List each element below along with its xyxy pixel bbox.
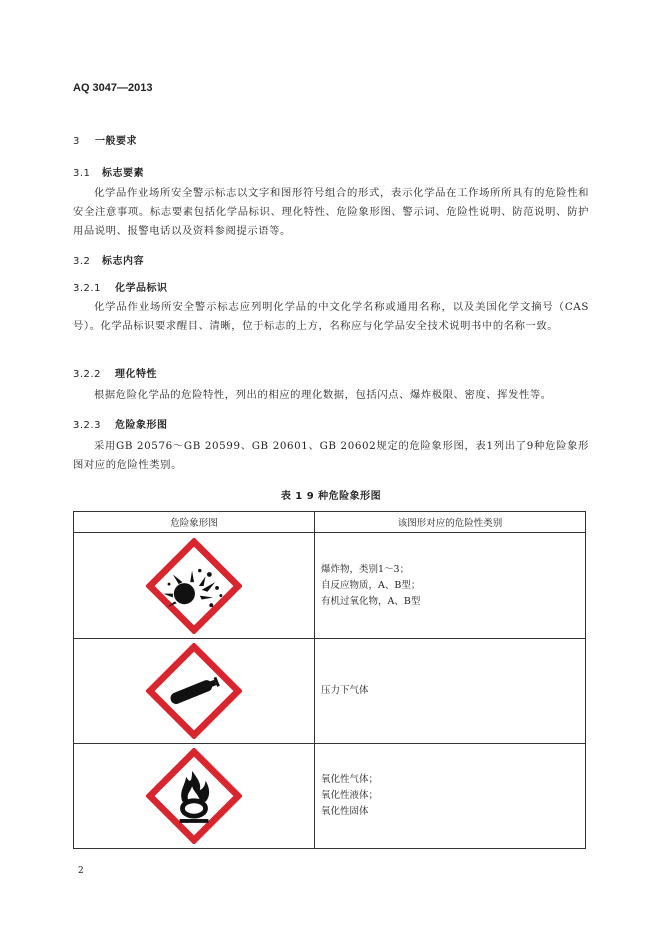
table-header-pictogram: 危险象形图 <box>74 512 315 533</box>
page-number: 2 <box>78 866 84 876</box>
hazard-line: 压力下气体 <box>321 685 369 696</box>
table-caption: 表 1 9 种危险象形图 <box>280 491 382 502</box>
hazard-line: 氧化性气体； <box>321 774 379 785</box>
section-3-2-2-paragraph: 根据危险化学品的危险特性，列出的相应的理化数据，包括闪点、爆炸极限、密度、挥发性等。 <box>94 389 552 401</box>
section-3-2-1-paragraph: 化学品作业场所安全警示标志应列明化学品的中文化学名称或通用名称，以及美国化学文摘号（CAS号）。化学品标识要求醒目、清晰，位于标志的上方，名称应与化学品安全技术说明书中的名称一致。 <box>73 301 589 332</box>
table-row <box>74 533 586 639</box>
hazard-line: 氧化性固体 <box>321 806 369 817</box>
section-3-2-2-heading: 3.2.2 理化特性 <box>73 369 157 380</box>
exploding-bomb-icon <box>146 538 242 634</box>
pictogram-table <box>73 511 586 849</box>
section-3-2-1-heading: 3.2.1 化学品标识 <box>73 283 168 294</box>
hazard-class-cell <box>315 744 586 849</box>
section-3-heading: 3 一般要求 <box>73 136 137 147</box>
section-3-1-heading: 3.1 标志要素 <box>73 168 144 179</box>
section-3-2-3-paragraph: 采用GB 20576～GB 20599、GB 20601、GB 20602规定的危险象形图，表1列出了9种危险象形图对应的危险性类别。 <box>73 440 589 471</box>
gas-cylinder-icon <box>146 643 242 739</box>
hazard-line: 自反应物质，A、B型； <box>321 579 421 591</box>
section-3-2-heading: 3.2 标志内容 <box>73 256 144 267</box>
hazard-line: 爆炸物，类别1～3； <box>321 563 410 575</box>
flame-over-circle-icon <box>146 748 242 844</box>
section-3-2-3-heading: 3.2.3 危险象形图 <box>73 420 168 431</box>
standard-code: AQ 3047—2013 <box>73 82 153 94</box>
pictogram-cell <box>74 744 315 849</box>
hazard-class-cell <box>315 639 586 744</box>
hazard-line: 氧化性液体； <box>321 790 379 801</box>
hazard-line: 有机过氧化物，A、B型 <box>321 595 421 607</box>
pictogram-cell <box>74 533 315 639</box>
section-3-1-paragraph: 化学品作业场所安全警示标志以文字和图形符号组合的形式，表示化学品在工作场所所具有的危险性和安全注意事项。标志要素包括化学品标识、理化特性、危险象形图、警示词、危险性说明、防范说明、防护用品说明、报警电话以及资料参阅提示语等。 <box>73 187 589 237</box>
table-row <box>74 744 586 849</box>
table-header-hazard-class: 该图形对应的危险性类别 <box>315 512 586 533</box>
pictogram-cell <box>74 639 315 744</box>
hazard-class-cell <box>315 533 586 639</box>
table-row <box>74 639 586 744</box>
